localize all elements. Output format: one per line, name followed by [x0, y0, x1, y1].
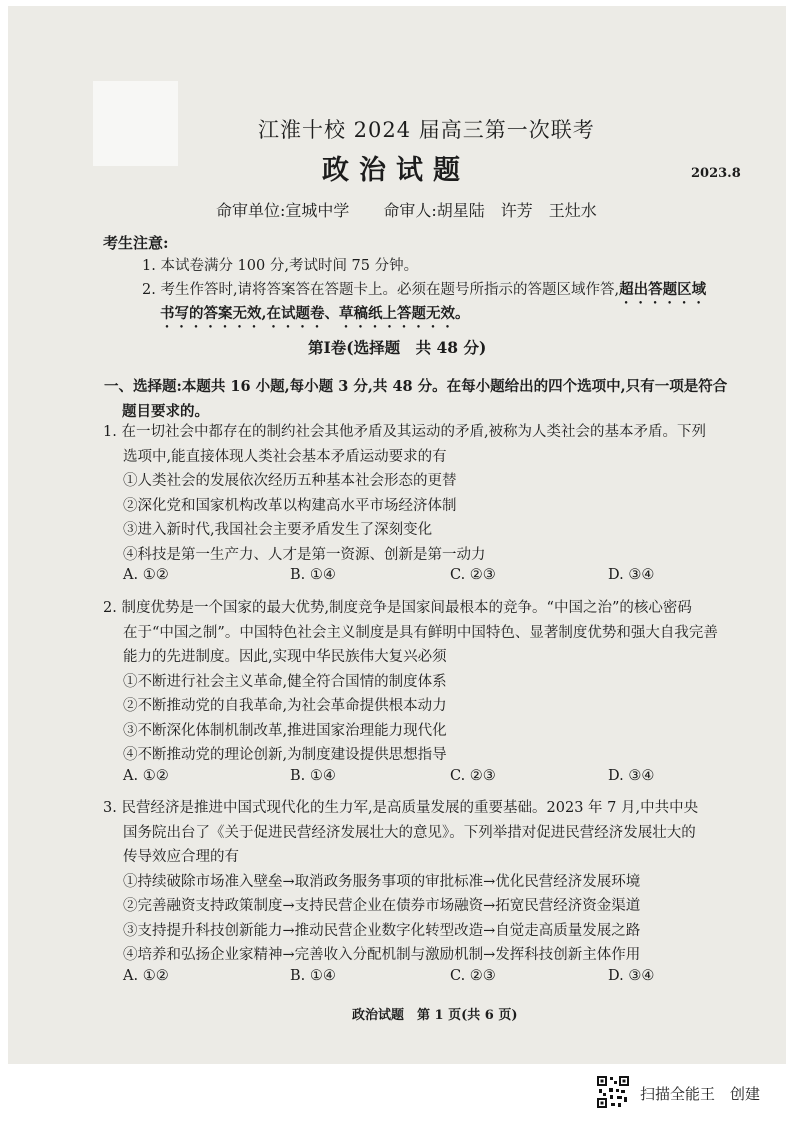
question-3-statement: ②完善融资支持政策制度→支持民营企业在债券市场融资→拓宽民营经济资金渠道: [123, 898, 641, 914]
question-2-statement: ④不断推动党的理论创新,为制度建设提供思想指导: [123, 747, 447, 763]
question-2-statement: ①不断进行社会主义革命,健全符合国情的制度体系: [123, 673, 447, 690]
question-2-stem-line: 能力的先进制度。因此,实现中华民族伟大复兴必须: [123, 649, 447, 665]
part-title: 第Ⅰ卷(选择题 共 48 分): [308, 338, 487, 357]
question-3-statement: ④培养和弘扬企业家精神→完善收入分配机制与激励机制→发挥科技创新主体作用: [123, 947, 641, 963]
section-line-1: 一、选择题:本题共 16 小题,每小题 3 分,共 48 分。在每小题给出的四个选项中,只有一项是符合: [104, 378, 728, 395]
question-2-stem-line: 在于“中国之制”。中国特色社会主义制度是具有鲜明中国特色、显著制度优势和强大自我完善: [123, 624, 718, 641]
section-instructions: [104, 374, 727, 424]
question-1-stem-line: 1. 在一切社会中都存在的制约社会其他矛盾及其运动的矛盾,被称为人类社会的基本矛盾。下列: [103, 424, 707, 440]
question-2-option: A. ①②: [123, 767, 169, 784]
notice-item-2-emphasis: 超出答题区域: [619, 281, 707, 298]
question-3-stem-line: 国务院出台了《关于促进民营经济发展壮大的意见》。下列举措对促进民营经济发展壮大的: [123, 824, 696, 841]
question-2-option: B. ①④: [290, 767, 336, 784]
question-3-stem-line: 3. 民营经济是推进中国式现代化的生力军,是高质量发展的重要基础。2023 年 7 月,中共中央: [103, 800, 699, 816]
question-3-statement: ①持续破除市场准入壁垒→取消政务服务事项的审批标准→优化民营经济发展环境: [123, 873, 641, 890]
exam-page: [8, 6, 786, 1064]
question-1-statement: ④科技是第一生产力、人才是第一资源、创新是第一动力: [123, 546, 486, 563]
page-footer: 政治试题 第 1 页(共 6 页): [352, 1008, 518, 1023]
question-1-statement: ①人类社会的发展依次经历五种基本社会形态的更替: [123, 473, 457, 489]
blank-patch: [93, 81, 178, 166]
question-2-option: D. ③④: [608, 767, 655, 784]
qr-code-icon: [596, 1075, 630, 1109]
question-1-statement: ③进入新时代,我国社会主要矛盾发生了深刻变化: [123, 522, 433, 538]
question-1-option: B. ①④: [290, 567, 336, 583]
notice-item-1: 1. 本试卷满分 100 分,考试时间 75 分钟。: [142, 258, 419, 274]
exam-subtitle: 江淮十校 2024 届高三第一次联考: [258, 118, 595, 142]
notice-item-2-text: 2. 考生作答时,请将答案答在答题卡上。必须在题号所指示的答题区域作答,: [142, 282, 620, 298]
section-line-2: 题目要求的。: [122, 403, 209, 420]
question-1-statement: ②深化党和国家机构改革以构建高水平市场经济体制: [123, 497, 457, 514]
scanner-watermark: 扫描全能王 创建: [640, 1085, 761, 1103]
review-people: 命审人:胡星陆 许芳 王灶水: [383, 201, 597, 220]
question-3-stem-line: 传导效应合理的有: [123, 849, 239, 865]
question-3-option: A. ①②: [123, 967, 169, 984]
notice-heading: 考生注意:: [103, 234, 169, 252]
question-1-option: A. ①②: [123, 567, 169, 583]
exam-title: 政治试题: [322, 155, 470, 186]
notice-item-2-continued: 书写的答案无效,在试题卷、草稿纸上答题无效。: [160, 305, 470, 322]
question-2-option: C. ②③: [450, 767, 496, 784]
exam-date: 2023.8: [691, 166, 741, 181]
review-unit: 命审单位:宣城中学: [216, 201, 350, 220]
question-3-option: B. ①④: [290, 967, 336, 984]
question-2-statement: ②不断推动党的自我革命,为社会革命提供根本动力: [123, 698, 447, 714]
question-1-option: D. ③④: [608, 567, 655, 583]
question-1-option: C. ②③: [450, 567, 496, 583]
question-3-option: D. ③④: [608, 967, 655, 984]
reviewer-line: [216, 198, 631, 221]
question-3-statement: ③支持提升科技创新能力→推动民营企业数字化转型改造→自觉走高质量发展之路: [123, 922, 641, 939]
question-2-stem-line: 2. 制度优势是一个国家的最大优势,制度竞争是国家间最根本的竞争。“中国之治”的核心密码: [103, 600, 692, 616]
question-3-option: C. ②③: [450, 967, 496, 984]
question-2-statement: ③不断深化体制机制改革,推进国家治理能力现代化: [123, 722, 447, 739]
question-1-stem-line: 选项中,能直接体现人类社会基本矛盾运动要求的有: [123, 448, 447, 465]
